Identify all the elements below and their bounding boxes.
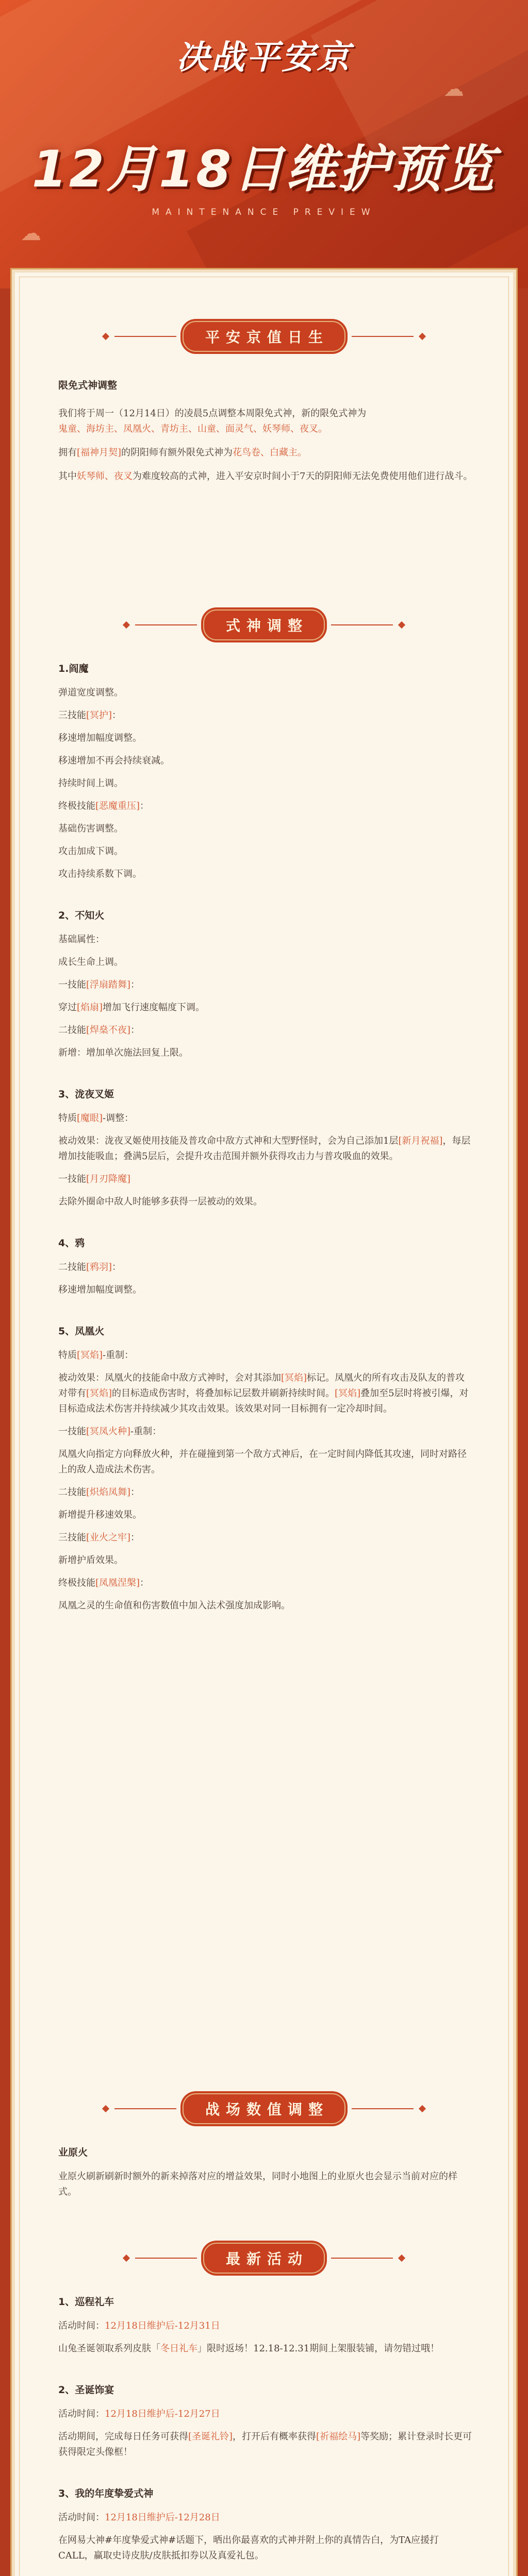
text: 活动时间： — [58, 2409, 105, 2419]
event-time: 12月18日维护后-12月27日 — [105, 2409, 220, 2419]
text: ，打开后有概率获得 — [233, 2431, 317, 2442]
text: 基础属性： — [58, 934, 105, 945]
game-logo: 决战平安京 — [176, 39, 352, 77]
text: 」限时返场！12.18-12.31期间上架服装铺，请勿错过哦！ — [197, 2343, 440, 2354]
header-banner — [0, 0, 528, 289]
divider — [331, 2258, 393, 2259]
text: 移速增加不再会持续衰减。 — [58, 755, 170, 766]
text: 弹道宽度调整。 — [58, 687, 123, 698]
text: 新增护盾效果。 — [58, 1555, 123, 1566]
text: ： — [130, 1025, 140, 1036]
skill-name: [鸦羽] — [86, 1262, 112, 1273]
skill-name: [冥焰] — [77, 1350, 103, 1361]
text: 特质 — [58, 1350, 77, 1361]
text: 移速增加幅度调整。 — [58, 1284, 142, 1295]
text: 二技能 — [58, 1487, 86, 1498]
skill-name: [焰扇] — [77, 1002, 103, 1013]
shikigami-name: 3、泷夜叉姬 — [58, 1089, 114, 1100]
text: 三技能 — [58, 710, 86, 721]
text: 被动效果：凤凰火的技能命中敌方式神时，会对其添加 — [58, 1372, 281, 1383]
skill-name: [业火之牢] — [86, 1532, 131, 1543]
skill-name: [冥凤火种] — [86, 1426, 131, 1437]
shikigami-name: 1.阎魔 — [58, 663, 89, 674]
section-title: 战场数值调整 — [183, 2093, 345, 2124]
diamond-icon — [102, 2105, 109, 2112]
text: 去除外圈命中敌人时能够多获得一层被动的效果。 — [58, 1196, 262, 1207]
item-heading: 业原火 — [58, 2147, 88, 2158]
text: 新增提升移速效果。 — [58, 1510, 142, 1520]
cloud-ornament-icon: ☁ — [21, 222, 41, 245]
skill-name: [冥护] — [86, 710, 112, 721]
divider — [114, 336, 176, 337]
text: 凤凰火向指定方向释放火种，并在碰撞到第一个敌方式神后，在一定时间内降低其攻速，同时对路径上的敌人造成法术伤害。 — [58, 1449, 467, 1475]
section-header-duty — [12, 321, 516, 352]
skill-name: [浮扇踏舞] — [86, 979, 131, 990]
text: 活动期间，完成每日任务可获得 — [58, 2431, 188, 2442]
text: 一技能 — [58, 979, 86, 990]
content-panel — [10, 268, 518, 2576]
text: 终极技能 — [58, 801, 95, 811]
page-subtitle: MAINTENANCE PREVIEW — [152, 207, 376, 217]
skill-name: [月刃降魔] — [86, 1174, 131, 1184]
text: -重制： — [103, 1350, 134, 1361]
diamond-icon — [419, 2105, 426, 2112]
text: 三技能 — [58, 1532, 86, 1543]
text: 我们将于周一（12月14日）的凌晨5点调整本周限免式神，新的限免式神为 — [58, 408, 367, 419]
text: 增加飞行速度幅度下调。 — [103, 1002, 205, 1013]
text: ，每层增加技能吸血；叠满5层后，会提升攻击范围并额外获得攻击力与普攻吸血的效果。 — [58, 1136, 471, 1162]
duty-para — [58, 406, 473, 437]
text: 凤凰之灵的生命值和伤害数值中加入法术强度加成影响。 — [58, 1600, 290, 1611]
events-section — [58, 2294, 473, 2564]
skill-name: [冥焰] — [335, 1388, 361, 1399]
text: ： — [130, 1487, 140, 1498]
text: 穿过 — [58, 1002, 77, 1013]
duty-heading: 限免式神调整 — [58, 380, 118, 391]
skill-name: [焊燊不夜] — [86, 1025, 131, 1036]
battlefield-section — [58, 2145, 473, 2200]
event-name: 3、我的年度挚爱式神 — [58, 2488, 154, 2499]
cloud-ornament-icon: ☁ — [443, 77, 464, 101]
text: 等奖励；累计登录时长更可获得限定头像框！ — [58, 2431, 472, 2458]
highlight-text: 花鸟卷、白藏主。 — [233, 447, 307, 458]
diamond-icon — [419, 333, 426, 340]
divider — [352, 336, 414, 337]
section-title: 平安京值日生 — [183, 321, 345, 352]
highlight-text: 鬼童、海坊主、凤凰火、青坊主、山童、面灵气、妖琴师、夜叉。 — [58, 423, 327, 434]
divider — [331, 624, 393, 625]
highlight-text: 妖琴师、夜叉 — [77, 471, 133, 482]
event-name: 1、巡程礼车 — [58, 2296, 114, 2308]
shikigami-section — [58, 661, 473, 1614]
section-header-shikigami — [12, 609, 516, 640]
duty-section — [58, 378, 473, 484]
text: 成长生命上调。 — [58, 957, 123, 968]
skill-name: [冥焰] — [281, 1372, 307, 1383]
skill-name: [炽焰凤舞] — [86, 1487, 131, 1498]
duty-para — [58, 445, 473, 461]
text: 终极技能 — [58, 1578, 95, 1588]
text: 持续时间上调。 — [58, 778, 123, 789]
event-name: 2、圣诞饰宴 — [58, 2384, 114, 2396]
text: 叠加至5层时将被引爆，对目标造成法术伤害并持续减少其攻击效果。该效果对同一目标拥有一定冷却时间。 — [58, 1388, 469, 1414]
shikigami-name: 2、不知火 — [58, 910, 105, 921]
text: 山兔圣诞领取系列皮肤「 — [58, 2343, 160, 2354]
text: 在网易大神#年度挚爱式神#话题下，晒出你最喜欢的式神并附上你的真情告白，为TA应援打CALL，赢取史诗皮肤/皮肤抵扣券以及真爱礼包。 — [58, 2535, 439, 2561]
diamond-icon — [398, 621, 405, 629]
section-header-events — [12, 2243, 516, 2274]
text: 一技能 — [58, 1174, 86, 1184]
text: -调整： — [103, 1113, 134, 1124]
diamond-icon — [398, 2255, 405, 2262]
text: 基础伤害调整。 — [58, 823, 123, 834]
text: ： — [140, 801, 150, 811]
diamond-icon — [123, 2255, 130, 2262]
text: ： — [130, 1532, 140, 1543]
event-time: 12月18日维护后-12月31日 — [105, 2320, 220, 2331]
section-title: 式神调整 — [203, 609, 325, 640]
divider — [135, 2258, 197, 2259]
skill-name: [恶魔重压] — [95, 801, 140, 811]
divider — [114, 2108, 176, 2109]
skill-name: [凤凰涅槃] — [95, 1578, 140, 1588]
highlight-text: [祈福绘马] — [316, 2431, 361, 2442]
text: ： — [112, 710, 122, 721]
text: ： — [130, 979, 140, 990]
highlight-text: 冬日礼车 — [160, 2343, 197, 2354]
text: 二技能 — [58, 1025, 86, 1036]
text: 被动效果：泷夜叉姬使用技能及普攻命中敌方式神和大型野怪时，会为自己添加1层 — [58, 1136, 399, 1146]
text: 攻击持续系数下调。 — [58, 869, 142, 879]
skill-name: [魔眼] — [77, 1113, 103, 1124]
text: 其中 — [58, 471, 77, 482]
text: 拥有 — [58, 447, 77, 458]
divider — [352, 2108, 414, 2109]
text: 特质 — [58, 1113, 77, 1124]
text: 标记。凤凰火的所有攻击及队友的普攻对带有 — [58, 1372, 465, 1399]
text: 为难度较高的式神，进入平安京时间小于7天的阴阳师无法免费使用他们进行战斗。 — [133, 471, 473, 482]
skill-name: [新月祝福] — [398, 1136, 443, 1146]
text: ： — [112, 1262, 122, 1273]
skill-name: [冥焰] — [86, 1388, 112, 1399]
text: 一技能 — [58, 1426, 86, 1437]
text: ： — [140, 1578, 150, 1588]
section-header-battlefield — [12, 2093, 516, 2124]
text: 新增：增加单次施法回复上限。 — [58, 1047, 188, 1058]
shikigami-name: 4、鸦 — [58, 1238, 85, 1249]
page-title: 12月18日维护预览 — [31, 140, 497, 199]
text: 活动时间： — [58, 2320, 105, 2331]
text: -重制： — [130, 1426, 162, 1437]
text: 活动时间： — [58, 2512, 105, 2523]
diamond-icon — [102, 333, 109, 340]
text: 二技能 — [58, 1262, 86, 1273]
event-time: 12月18日维护后-12月28日 — [105, 2512, 220, 2523]
text: 移速增加幅度调整。 — [58, 733, 142, 743]
shikigami-name: 5、凤凰火 — [58, 1326, 105, 1337]
divider — [135, 624, 197, 625]
text: 的阴阳师有额外限免式神为 — [121, 447, 233, 458]
highlight-text: [圣诞礼铃] — [188, 2431, 233, 2442]
highlight-text: [福神月契] — [77, 447, 122, 458]
section-title: 最新活动 — [203, 2243, 325, 2274]
diamond-icon — [123, 621, 130, 629]
text: 攻击加成下调。 — [58, 846, 123, 857]
text: 业原火刷新刷新时额外的新来掉落对应的增益效果，同时小地图上的业原火也会显示当前对应的样式。 — [58, 2171, 457, 2197]
text: 的目标造成伤害时，将叠加标记层数并刷新持续时间。 — [112, 1388, 335, 1399]
duty-para — [58, 469, 473, 484]
